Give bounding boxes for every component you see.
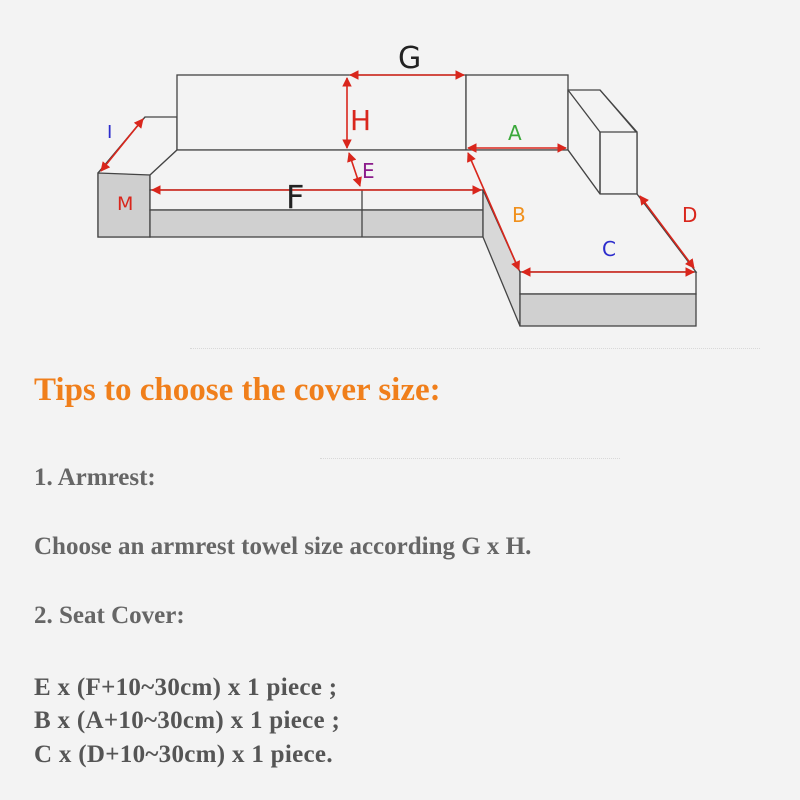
armrest-text: Choose an armrest towel size according G x H. [34, 533, 532, 560]
label-d: D [682, 203, 698, 227]
formula-b: B x (A+10~30cm) x 1 piece ; [34, 707, 341, 734]
divider-line [320, 458, 620, 459]
label-h: H [350, 104, 372, 137]
label-g: G [398, 41, 422, 76]
divider-line [190, 348, 760, 349]
label-m: M [117, 193, 134, 215]
label-b: B [512, 203, 526, 227]
armrest-heading: 1. Armrest: [34, 464, 156, 491]
sofa-diagram [0, 0, 800, 360]
label-a: A [508, 121, 522, 145]
label-f: F [286, 178, 305, 216]
sofa-outline [98, 75, 696, 326]
seat-heading: 2. Seat Cover: [34, 602, 185, 629]
label-i: I [107, 122, 113, 143]
formula-e: E x (F+10~30cm) x 1 piece ; [34, 674, 338, 701]
formula-c: C x (D+10~30cm) x 1 piece. [34, 741, 333, 768]
label-e: E [362, 159, 375, 183]
tips-title: Tips to choose the cover size: [34, 372, 441, 408]
label-c: C [602, 237, 616, 261]
